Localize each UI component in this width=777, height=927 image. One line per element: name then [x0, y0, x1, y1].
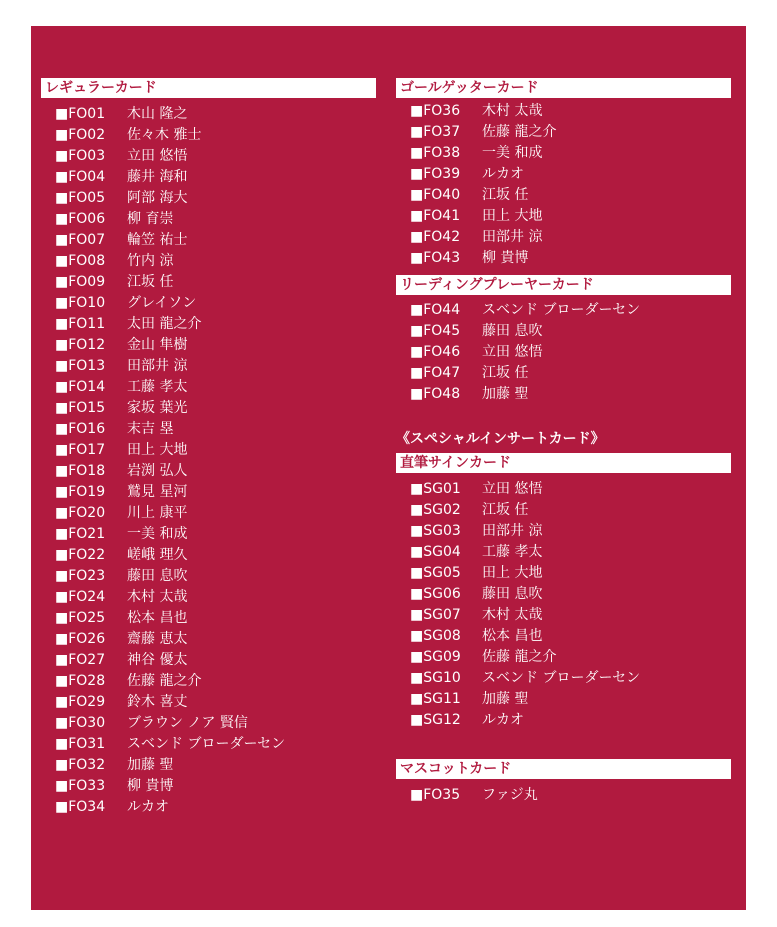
card-code: ■FO45	[410, 323, 461, 339]
card-list-item	[55, 440, 376, 461]
card-list-item	[410, 101, 731, 122]
player-name: 竹内 涼	[127, 253, 174, 269]
card-code: ■FO41	[410, 208, 461, 224]
player-name: 一美 和成	[482, 145, 543, 161]
left-column	[41, 78, 376, 818]
player-name: 木村 太哉	[482, 103, 543, 119]
player-name: 藤井 海和	[127, 169, 188, 185]
card-list-item	[55, 608, 376, 629]
card-code: ■FO37	[410, 124, 461, 140]
player-name: 田上 大地	[482, 565, 543, 581]
card-code: ■SG11	[410, 691, 461, 707]
card-code: ■FO46	[410, 344, 461, 360]
card-list-item	[55, 377, 376, 398]
card-code: ■FO22	[55, 547, 106, 563]
player-name: ルカオ	[482, 712, 524, 728]
card-list-item	[55, 230, 376, 251]
regular-card-header: レギュラーカード	[41, 78, 376, 98]
card-code: ■FO44	[410, 302, 461, 318]
card-list-item	[410, 563, 731, 584]
card-list-panel	[31, 26, 746, 910]
card-code: ■SG06	[410, 586, 461, 602]
card-code: ■FO42	[410, 229, 461, 245]
card-code: ■FO33	[55, 778, 106, 794]
player-name: 柳 貴博	[127, 778, 174, 794]
player-name: 川上 康平	[127, 505, 188, 521]
card-list-item	[410, 647, 731, 668]
player-name: 末吉 塁	[127, 421, 174, 437]
card-code: ■FO19	[55, 484, 106, 500]
player-name: 嵯峨 理久	[127, 547, 188, 563]
player-name: 松本 昌也	[482, 628, 543, 644]
card-code: ■FO24	[55, 589, 106, 605]
card-list-item	[410, 626, 731, 647]
card-list-item	[410, 710, 731, 731]
player-name: 鈴木 喜丈	[127, 694, 188, 710]
player-name: 松本 昌也	[127, 610, 188, 626]
card-list-item	[410, 542, 731, 563]
card-list-item	[55, 524, 376, 545]
player-name: 加藤 聖	[482, 691, 529, 707]
card-code: ■FO01	[55, 106, 106, 122]
card-list-item	[410, 521, 731, 542]
player-name: 江坂 任	[127, 274, 174, 290]
player-name: ルカオ	[127, 799, 169, 815]
card-code: ■FO40	[410, 187, 461, 203]
player-name: 藤田 息吹	[127, 568, 188, 584]
card-list-item	[55, 188, 376, 209]
card-list-item	[410, 584, 731, 605]
card-code: ■FO11	[55, 316, 106, 332]
card-code: ■FO20	[55, 505, 106, 521]
player-name: 柳 育崇	[127, 211, 174, 227]
special-insert-card-label: 《スペシャルインサートカード》	[396, 431, 605, 447]
player-name: ファジ丸	[482, 787, 538, 803]
player-name: 江坂 任	[482, 365, 529, 381]
player-name: 佐藤 龍之介	[482, 649, 557, 665]
card-list-item	[410, 479, 731, 500]
player-name: 木村 太哉	[482, 607, 543, 623]
card-code: ■FO15	[55, 400, 106, 416]
card-list-item	[55, 167, 376, 188]
card-code: ■SG07	[410, 607, 461, 623]
player-name: 輪笠 祐士	[127, 232, 188, 248]
card-code: ■FO35	[410, 787, 461, 803]
card-list-item	[410, 206, 731, 227]
card-list-item	[410, 668, 731, 689]
regular-card-list	[41, 104, 376, 818]
card-list-item	[410, 342, 731, 363]
player-name: 田部井 涼	[127, 358, 188, 374]
player-name: 田上 大地	[482, 208, 543, 224]
card-code: ■FO36	[410, 103, 461, 119]
card-code: ■FO10	[55, 295, 106, 311]
player-name: 岩渕 弘人	[127, 463, 188, 479]
player-name: 鷲見 星河	[127, 484, 188, 500]
card-list-item	[410, 227, 731, 248]
player-name: 佐々木 雅士	[127, 127, 202, 143]
player-name: 加藤 聖	[127, 757, 174, 773]
card-code: ■FO09	[55, 274, 106, 290]
player-name: 藤田 息吹	[482, 323, 543, 339]
card-list-item	[55, 461, 376, 482]
leading-player-card-header: リーディングプレーヤーカード	[396, 275, 731, 295]
card-code: ■SG10	[410, 670, 461, 686]
card-code: ■FO29	[55, 694, 106, 710]
card-code: ■FO14	[55, 379, 106, 395]
card-code: ■FO23	[55, 568, 106, 584]
card-code: ■FO31	[55, 736, 106, 752]
leading-player-card-list	[396, 300, 731, 405]
card-list-item	[55, 545, 376, 566]
goal-getter-card-header: ゴールゲッターカード	[396, 78, 731, 98]
card-list-item	[410, 363, 731, 384]
card-list-item	[55, 713, 376, 734]
player-name: 田部井 涼	[482, 523, 543, 539]
card-list-item	[410, 785, 731, 806]
card-list-item	[410, 689, 731, 710]
player-name: 阿部 海大	[127, 190, 188, 206]
card-code: ■FO07	[55, 232, 106, 248]
card-list-item	[55, 797, 376, 818]
card-code: ■FO25	[55, 610, 106, 626]
card-code: ■FO47	[410, 365, 461, 381]
card-code: ■FO08	[55, 253, 106, 269]
card-list-item	[55, 209, 376, 230]
card-code: ■SG02	[410, 502, 461, 518]
card-code: ■SG08	[410, 628, 461, 644]
card-list-item	[55, 629, 376, 650]
card-list-item	[410, 321, 731, 342]
card-code: ■SG12	[410, 712, 461, 728]
card-list-item	[410, 300, 731, 321]
card-list-item	[410, 185, 731, 206]
player-name: 佐藤 龍之介	[127, 673, 202, 689]
card-list-item	[55, 734, 376, 755]
player-name: 田上 大地	[127, 442, 188, 458]
card-code: ■FO28	[55, 673, 106, 689]
player-name: スベンド ブローダーセン	[127, 736, 286, 752]
card-list-item	[55, 650, 376, 671]
card-list-item	[55, 272, 376, 293]
card-code: ■FO17	[55, 442, 106, 458]
card-code: ■FO38	[410, 145, 461, 161]
card-code: ■FO39	[410, 166, 461, 182]
card-list-item	[55, 482, 376, 503]
card-list-item	[55, 755, 376, 776]
card-code: ■SG01	[410, 481, 461, 497]
player-name: 木村 太哉	[127, 589, 188, 605]
card-list-item	[410, 143, 731, 164]
goal-getter-card-list	[396, 101, 731, 269]
card-list-item	[55, 251, 376, 272]
card-code: ■FO26	[55, 631, 106, 647]
player-name: 木山 隆之	[127, 106, 188, 122]
player-name: 立田 悠悟	[127, 148, 188, 164]
player-name: 齋藤 恵太	[127, 631, 188, 647]
card-code: ■FO30	[55, 715, 106, 731]
player-name: 佐藤 龍之介	[482, 124, 557, 140]
card-list-item	[55, 335, 376, 356]
card-code: ■FO43	[410, 250, 461, 266]
card-code: ■FO32	[55, 757, 106, 773]
card-code: ■SG03	[410, 523, 461, 539]
card-code: ■FO21	[55, 526, 106, 542]
mascot-card-list	[396, 785, 731, 806]
player-name: スベンド ブローダーセン	[482, 670, 641, 686]
player-name: 田部井 涼	[482, 229, 543, 245]
player-name: 金山 隼樹	[127, 337, 188, 353]
card-code: ■SG04	[410, 544, 461, 560]
mascot-card-header: マスコットカード	[396, 759, 731, 779]
player-name: 江坂 任	[482, 187, 529, 203]
card-code: ■FO03	[55, 148, 106, 164]
player-name: グレイソン	[127, 295, 197, 311]
card-list-item	[55, 125, 376, 146]
card-list-item	[55, 566, 376, 587]
card-list-item	[55, 776, 376, 797]
card-code: ■SG05	[410, 565, 461, 581]
card-code: ■FO12	[55, 337, 106, 353]
card-code: ■FO34	[55, 799, 106, 815]
right-column	[396, 78, 731, 806]
card-list-item	[55, 104, 376, 125]
player-name: 柳 貴博	[482, 250, 529, 266]
card-list-item	[55, 671, 376, 692]
card-code: ■SG09	[410, 649, 461, 665]
card-list-item	[55, 314, 376, 335]
card-list-item	[55, 293, 376, 314]
card-code: ■FO02	[55, 127, 106, 143]
card-list-item	[55, 398, 376, 419]
card-code: ■FO05	[55, 190, 106, 206]
card-code: ■FO06	[55, 211, 106, 227]
player-name: 立田 悠悟	[482, 344, 543, 360]
card-list-item	[410, 384, 731, 405]
card-list-item	[55, 503, 376, 524]
card-list-item	[55, 587, 376, 608]
player-name: 太田 龍之介	[127, 316, 202, 332]
card-list-item	[410, 605, 731, 626]
card-code: ■FO16	[55, 421, 106, 437]
player-name: 工藤 孝太	[127, 379, 188, 395]
player-name: ブラウン ノア 賢信	[127, 715, 248, 731]
card-list-item	[55, 356, 376, 377]
card-code: ■FO48	[410, 386, 461, 402]
card-list-item	[410, 122, 731, 143]
card-list-item	[55, 146, 376, 167]
player-name: 家坂 葉光	[127, 400, 188, 416]
player-name: 一美 和成	[127, 526, 188, 542]
card-code: ■FO04	[55, 169, 106, 185]
card-list-item	[410, 248, 731, 269]
player-name: 藤田 息吹	[482, 586, 543, 602]
card-code: ■FO27	[55, 652, 106, 668]
card-list-item	[55, 419, 376, 440]
player-name: ルカオ	[482, 166, 524, 182]
card-code: ■FO13	[55, 358, 106, 374]
player-name: 工藤 孝太	[482, 544, 543, 560]
player-name: 江坂 任	[482, 502, 529, 518]
card-code: ■FO18	[55, 463, 106, 479]
card-list-item	[410, 164, 731, 185]
card-list-item	[410, 500, 731, 521]
autograph-card-header: 直筆サインカード	[396, 453, 731, 473]
player-name: スベンド ブローダーセン	[482, 302, 641, 318]
player-name: 神谷 優太	[127, 652, 188, 668]
player-name: 立田 悠悟	[482, 481, 543, 497]
card-list-item	[55, 692, 376, 713]
autograph-card-list	[396, 479, 731, 731]
player-name: 加藤 聖	[482, 386, 529, 402]
